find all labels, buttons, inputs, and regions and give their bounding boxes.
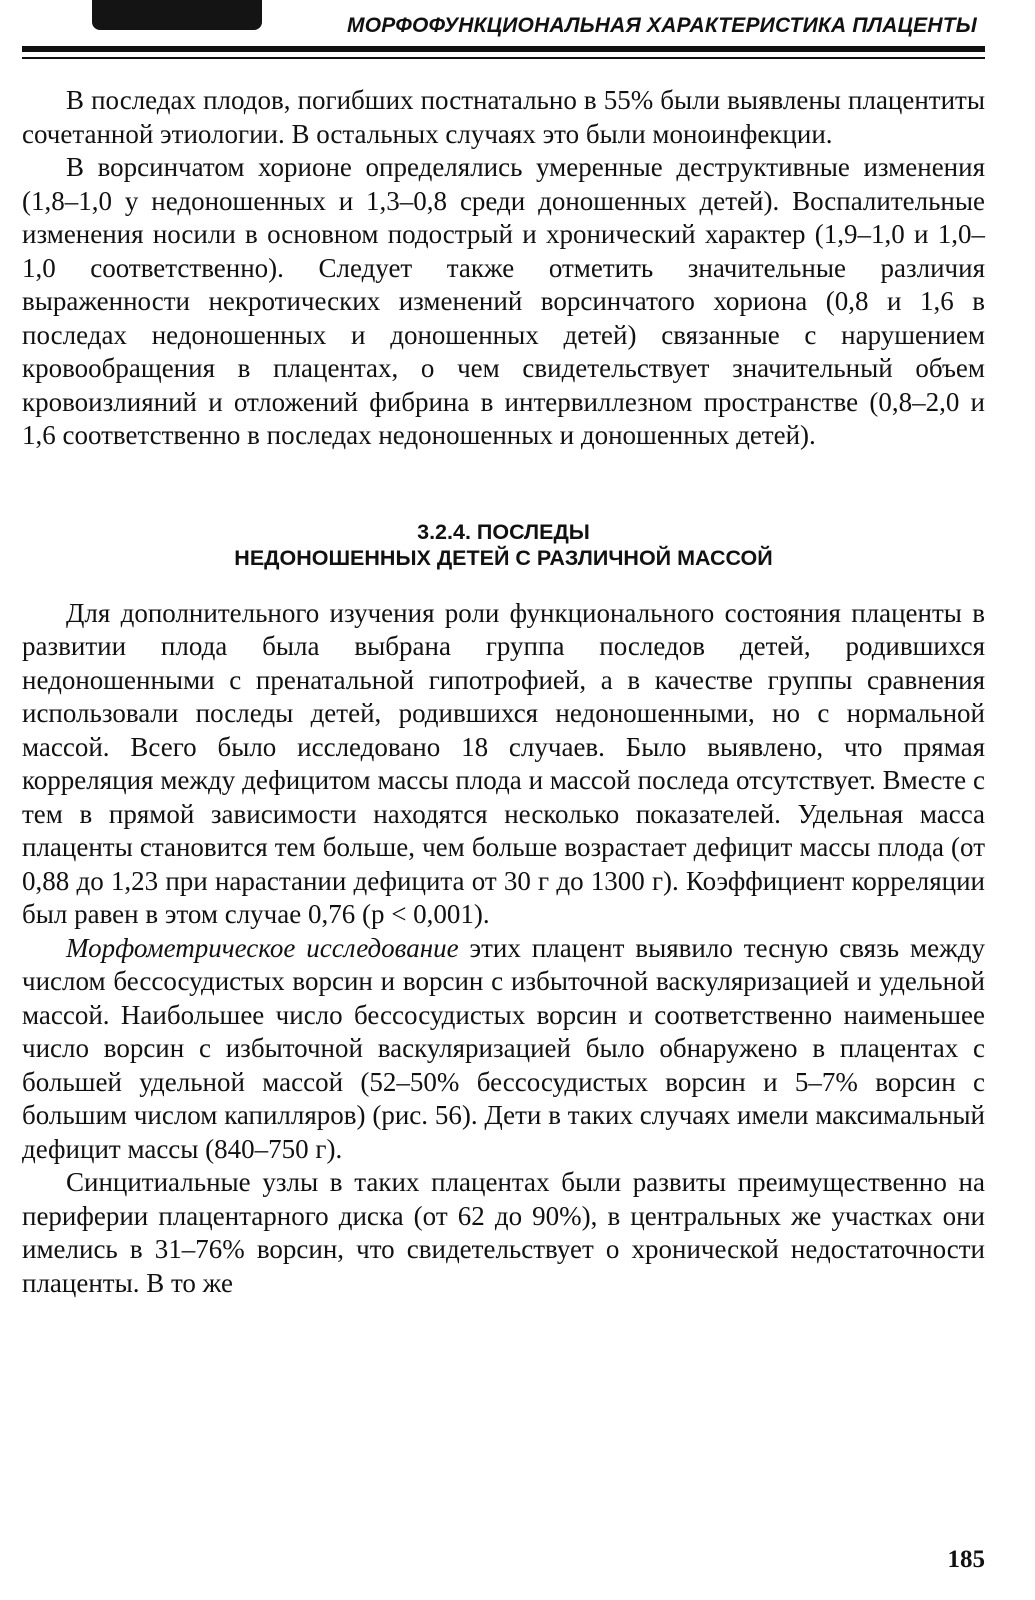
section-heading (22, 519, 985, 571)
paragraph (22, 932, 985, 1167)
paragraph: В последах плодов, погибших постнатально в 55% были выявлены плацентиты сочетанной этиологии. В остальных случаях это были моноинфекции. (22, 85, 985, 149)
paragraph: В ворсинчатом хорионе определялись умеренные деструктивные изменения (1,8–1,0 у недоношенных и 1,3–0,8 среди доношенных детей). Воспалительные изменения носили в основном подострый и хронический характер (1,9–1,0 и 1,0–1,0 соответственно). Следует также отметить значительные различия выраженности некротических изменений ворсинчатого хориона (0,8 и 1,6 в последах недоношенных и доношенных детей) связанные с нарушением кровообращения в плацентах, о чем свидетельствует значительный объем кровоизлияний и отложений фибрина в интервиллезном пространстве (0,8–2,0 и 1,6 соответственно в последах недоношенных и доношенных детей). (22, 152, 985, 450)
paragraph: Для дополнительного изучения роли функционального состояния плаценты в развитии плода была выбрана группа последов детей, родившихся недоношенными с пренатальной гипотрофией, а в качестве группы сравнения использовали последы детей, родившихся недоношенными, но с нормальной массой. Всего было исследовано 18 случаев. Было выявлено, что прямая корреляция между дефицитом массы плода и массой последа отсутствует. Вместе с тем в прямой зависимости находятся несколько показателей. Удельная масса плаценты становится тем больше, чем больше возрастает дефицит массы плода (от 0,88 до 1,23 при нарастании дефицита от 30 г до 1300 г). Коэффициент корреляции был равен в этом случае 0,76 (р < 0,001). (22, 597, 985, 929)
page-body (22, 84, 985, 1300)
italic-term: Морфометрическое исследование (66, 932, 459, 963)
section-heading-line: НЕДОНОШЕННЫХ ДЕТЕЙ С РАЗЛИЧНОЙ МАССОЙ (234, 545, 773, 570)
header-decoration (92, 0, 262, 30)
header-rule-thick (22, 46, 985, 52)
running-title: МОРФОФУНКЦИОНАЛЬНАЯ ХАРАКТЕРИСТИКА ПЛАЦЕНТЫ (347, 14, 977, 37)
section-heading-line: 3.2.4. ПОСЛЕДЫ (417, 519, 590, 544)
paragraph-text: этих плацент выявило тесную связь между числом бессосудистых ворсин и ворсин с избыточной васкуляризацией и удельной массой. Наибольшее число бессосудистых ворсин и соответственно наименьшее число ворсин с избыточной васкуляризацией было обнаружено в плацентах с большей удельной массой (52–50% бессосудистых ворсин и 5–7% ворсин с большим числом капилляров) (рис. 56). Дети в таких случаях имели максимальный дефицит массы (840–750 г). (22, 932, 985, 1164)
paragraph: Синцитиальные узлы в таких плацентах были развиты преимущественно на периферии плацентарного диска (от 62 до 90%), в центральных же участках они имелись в 31–76% ворсин, что свидетельствует о хронической недостаточности плаценты. В то же (22, 1167, 985, 1298)
header-rule-thin (22, 57, 985, 59)
page-number: 185 (947, 1546, 985, 1573)
